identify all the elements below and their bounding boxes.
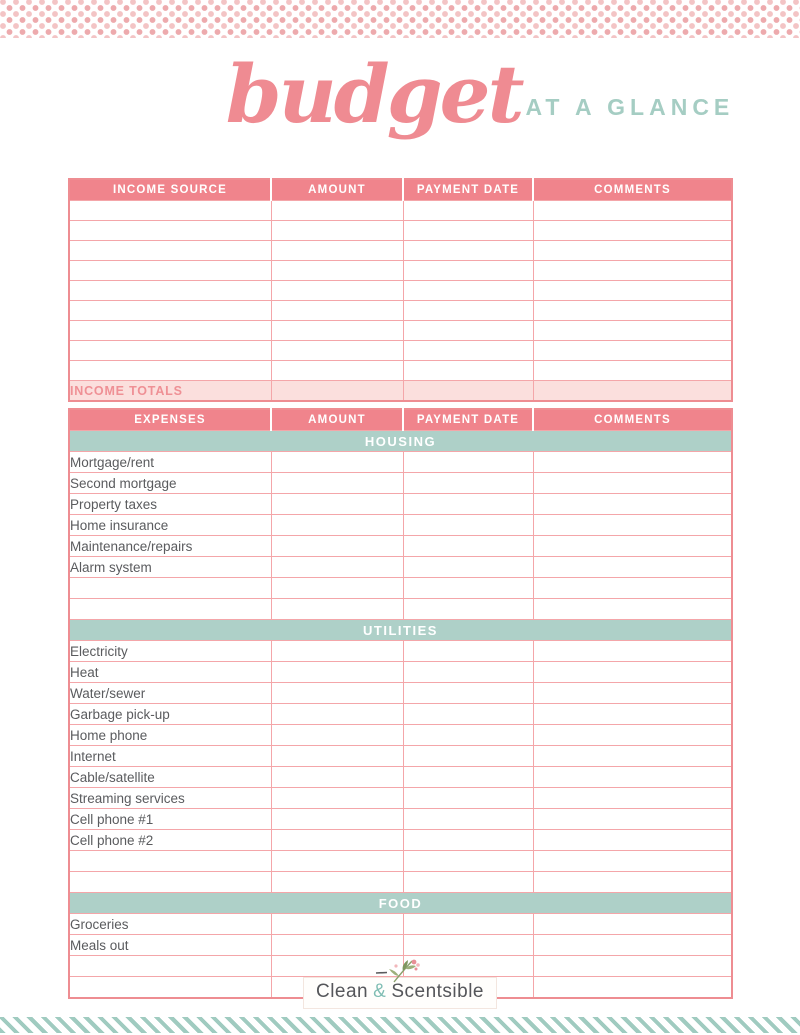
- expense-label-cell: Cell phone #2: [69, 830, 271, 851]
- expense-label-cell: Home phone: [69, 725, 271, 746]
- income-blank-cell: [271, 201, 403, 221]
- income-blank-cell: [403, 241, 533, 261]
- expense-blank-cell: [271, 515, 403, 536]
- expense-row: [69, 557, 732, 578]
- income-blank-cell: [533, 301, 732, 321]
- expense-blank-cell: [271, 494, 403, 515]
- expense-row: [69, 662, 732, 683]
- expense-blank-cell: [533, 557, 732, 578]
- expense-row: [69, 872, 732, 893]
- section-band-food: [69, 893, 732, 914]
- expense-blank-cell: [271, 599, 403, 620]
- income-blank-cell: [271, 301, 403, 321]
- title-suffix: AT A GLANCE: [525, 94, 735, 120]
- expense-row: [69, 599, 732, 620]
- expense-blank-cell: [271, 473, 403, 494]
- income-totals-row: [69, 381, 732, 402]
- expense-label-cell: Streaming services: [69, 788, 271, 809]
- income-blank-cell: [69, 341, 271, 361]
- expense-blank-cell: [403, 473, 533, 494]
- expense-label-cell: Water/sewer: [69, 683, 271, 704]
- section-band-label: HOUSING: [69, 431, 732, 452]
- expense-blank-cell: [271, 725, 403, 746]
- income-blank-cell: [403, 321, 533, 341]
- income-table: [68, 178, 733, 402]
- income-blank-cell: [271, 281, 403, 301]
- expense-blank-cell: [533, 662, 732, 683]
- expense-label-cell: [69, 599, 271, 620]
- polka-dot-border: [0, 0, 800, 38]
- income-header-amount: AMOUNT: [271, 179, 403, 201]
- expenses-table: [68, 408, 733, 999]
- section-band-label: FOOD: [69, 893, 732, 914]
- expense-row: [69, 725, 732, 746]
- income-empty-row: [69, 261, 732, 281]
- expense-blank-cell: [403, 914, 533, 935]
- brand-ampersand: &: [373, 981, 387, 1002]
- expense-row: [69, 767, 732, 788]
- section-band-housing: [69, 431, 732, 452]
- expense-row: [69, 809, 732, 830]
- expense-blank-cell: [533, 578, 732, 599]
- income-blank-cell: [69, 221, 271, 241]
- income-blank-cell: [403, 281, 533, 301]
- income-header-comments: COMMENTS: [533, 179, 732, 201]
- expense-blank-cell: [271, 809, 403, 830]
- expense-row: [69, 851, 732, 872]
- income-totals-blank-cell: [533, 381, 732, 402]
- expense-blank-cell: [271, 767, 403, 788]
- income-header-source: INCOME SOURCE: [69, 179, 271, 201]
- expense-blank-cell: [533, 683, 732, 704]
- expense-blank-cell: [271, 914, 403, 935]
- expense-blank-cell: [533, 935, 732, 956]
- expense-blank-cell: [271, 536, 403, 557]
- expense-blank-cell: [271, 452, 403, 473]
- expense-blank-cell: [271, 746, 403, 767]
- income-empty-row: [69, 361, 732, 381]
- expense-blank-cell: [403, 515, 533, 536]
- income-blank-cell: [403, 221, 533, 241]
- income-blank-cell: [533, 241, 732, 261]
- expense-blank-cell: [403, 767, 533, 788]
- income-empty-row: [69, 221, 732, 241]
- expense-label-cell: Mortgage/rent: [69, 452, 271, 473]
- expenses-header-expenses: EXPENSES: [69, 409, 271, 431]
- expense-blank-cell: [533, 473, 732, 494]
- expense-row: [69, 788, 732, 809]
- expense-blank-cell: [271, 683, 403, 704]
- section-band-utilities: [69, 620, 732, 641]
- expenses-header-comments: COMMENTS: [533, 409, 732, 431]
- expense-blank-cell: [533, 536, 732, 557]
- expense-blank-cell: [403, 662, 533, 683]
- expenses-header-payment-date: PAYMENT DATE: [403, 409, 533, 431]
- expense-blank-cell: [403, 872, 533, 893]
- brand-word-scentsible: Scentsible: [391, 981, 484, 1002]
- expense-row: [69, 641, 732, 662]
- income-blank-cell: [271, 321, 403, 341]
- expense-row: [69, 578, 732, 599]
- income-blank-cell: [271, 341, 403, 361]
- page-title: [160, 42, 800, 146]
- expense-blank-cell: [403, 788, 533, 809]
- income-blank-cell: [533, 341, 732, 361]
- expense-row: [69, 683, 732, 704]
- expenses-header-row: [69, 409, 732, 431]
- expense-blank-cell: [271, 872, 403, 893]
- income-totals-blank-cell: [403, 381, 533, 402]
- income-blank-cell: [69, 261, 271, 281]
- expense-blank-cell: [271, 662, 403, 683]
- expense-label-cell: Electricity: [69, 641, 271, 662]
- expense-blank-cell: [403, 746, 533, 767]
- expense-label-cell: Alarm system: [69, 557, 271, 578]
- expense-blank-cell: [533, 809, 732, 830]
- income-header-row: [69, 179, 732, 201]
- brand-word-clean: Clean: [315, 981, 369, 1002]
- expense-row: [69, 746, 732, 767]
- expense-blank-cell: [533, 452, 732, 473]
- expense-blank-cell: [403, 935, 533, 956]
- expense-blank-cell: [533, 599, 732, 620]
- income-blank-cell: [69, 241, 271, 261]
- income-empty-row: [69, 321, 732, 341]
- expense-blank-cell: [403, 704, 533, 725]
- income-blank-cell: [533, 261, 732, 281]
- expense-row: [69, 473, 732, 494]
- section-band-label: UTILITIES: [69, 620, 732, 641]
- expense-blank-cell: [533, 725, 732, 746]
- expense-blank-cell: [533, 704, 732, 725]
- income-blank-cell: [271, 221, 403, 241]
- income-blank-cell: [403, 261, 533, 281]
- expense-blank-cell: [533, 872, 732, 893]
- brand-footer: [0, 958, 800, 1009]
- expense-label-cell: Garbage pick-up: [69, 704, 271, 725]
- income-empty-row: [69, 201, 732, 221]
- floral-sprig-icon: [372, 958, 428, 984]
- income-blank-cell: [533, 201, 732, 221]
- expense-row: [69, 704, 732, 725]
- income-blank-cell: [69, 301, 271, 321]
- title-script: budget: [225, 47, 522, 141]
- expense-blank-cell: [271, 704, 403, 725]
- income-blank-cell: [403, 361, 533, 381]
- expense-label-cell: Second mortgage: [69, 473, 271, 494]
- expense-blank-cell: [533, 914, 732, 935]
- income-blank-cell: [403, 301, 533, 321]
- expense-row: [69, 536, 732, 557]
- expense-label-cell: Cable/satellite: [69, 767, 271, 788]
- income-totals-blank-cell: [271, 381, 403, 402]
- expense-blank-cell: [403, 830, 533, 851]
- income-blank-cell: [403, 341, 533, 361]
- expense-blank-cell: [271, 557, 403, 578]
- expense-blank-cell: [533, 494, 732, 515]
- expense-row: [69, 452, 732, 473]
- expense-blank-cell: [271, 935, 403, 956]
- diagonal-stripe-border: [0, 1017, 800, 1033]
- expenses-header-amount: AMOUNT: [271, 409, 403, 431]
- expense-label-cell: Cell phone #1: [69, 809, 271, 830]
- expense-label-cell: [69, 872, 271, 893]
- expense-blank-cell: [271, 788, 403, 809]
- expense-blank-cell: [533, 788, 732, 809]
- expense-blank-cell: [403, 452, 533, 473]
- income-blank-cell: [69, 201, 271, 221]
- expense-blank-cell: [271, 830, 403, 851]
- income-blank-cell: [533, 281, 732, 301]
- expense-row: [69, 515, 732, 536]
- income-empty-row: [69, 341, 732, 361]
- expense-blank-cell: [403, 578, 533, 599]
- income-blank-cell: [69, 361, 271, 381]
- income-blank-cell: [271, 241, 403, 261]
- expense-blank-cell: [403, 557, 533, 578]
- expense-blank-cell: [533, 641, 732, 662]
- income-empty-row: [69, 241, 732, 261]
- expense-label-cell: Home insurance: [69, 515, 271, 536]
- expense-row: [69, 830, 732, 851]
- expense-row: [69, 914, 732, 935]
- expense-label-cell: Heat: [69, 662, 271, 683]
- expense-blank-cell: [403, 494, 533, 515]
- expense-blank-cell: [403, 536, 533, 557]
- expense-blank-cell: [533, 830, 732, 851]
- expense-blank-cell: [403, 851, 533, 872]
- expense-blank-cell: [403, 641, 533, 662]
- expense-blank-cell: [403, 599, 533, 620]
- income-blank-cell: [533, 361, 732, 381]
- expense-blank-cell: [271, 851, 403, 872]
- income-blank-cell: [533, 221, 732, 241]
- income-empty-row: [69, 301, 732, 321]
- expense-blank-cell: [271, 641, 403, 662]
- expense-label-cell: [69, 851, 271, 872]
- expense-label-cell: Groceries: [69, 914, 271, 935]
- expense-row: [69, 494, 732, 515]
- income-totals-label: INCOME TOTALS: [69, 381, 271, 402]
- income-blank-cell: [69, 281, 271, 301]
- expense-blank-cell: [403, 683, 533, 704]
- expense-row: [69, 935, 732, 956]
- expense-label-cell: Internet: [69, 746, 271, 767]
- expense-blank-cell: [403, 809, 533, 830]
- income-blank-cell: [533, 321, 732, 341]
- expense-label-cell: Maintenance/repairs: [69, 536, 271, 557]
- income-blank-cell: [403, 201, 533, 221]
- expense-blank-cell: [403, 725, 533, 746]
- expense-blank-cell: [533, 515, 732, 536]
- expense-blank-cell: [533, 767, 732, 788]
- expense-label-cell: Meals out: [69, 935, 271, 956]
- income-blank-cell: [271, 261, 403, 281]
- expense-blank-cell: [271, 578, 403, 599]
- expense-blank-cell: [533, 851, 732, 872]
- expense-label-cell: [69, 578, 271, 599]
- expense-label-cell: Property taxes: [69, 494, 271, 515]
- income-empty-row: [69, 281, 732, 301]
- income-header-payment-date: PAYMENT DATE: [403, 179, 533, 201]
- income-blank-cell: [271, 361, 403, 381]
- income-blank-cell: [69, 321, 271, 341]
- expense-blank-cell: [533, 746, 732, 767]
